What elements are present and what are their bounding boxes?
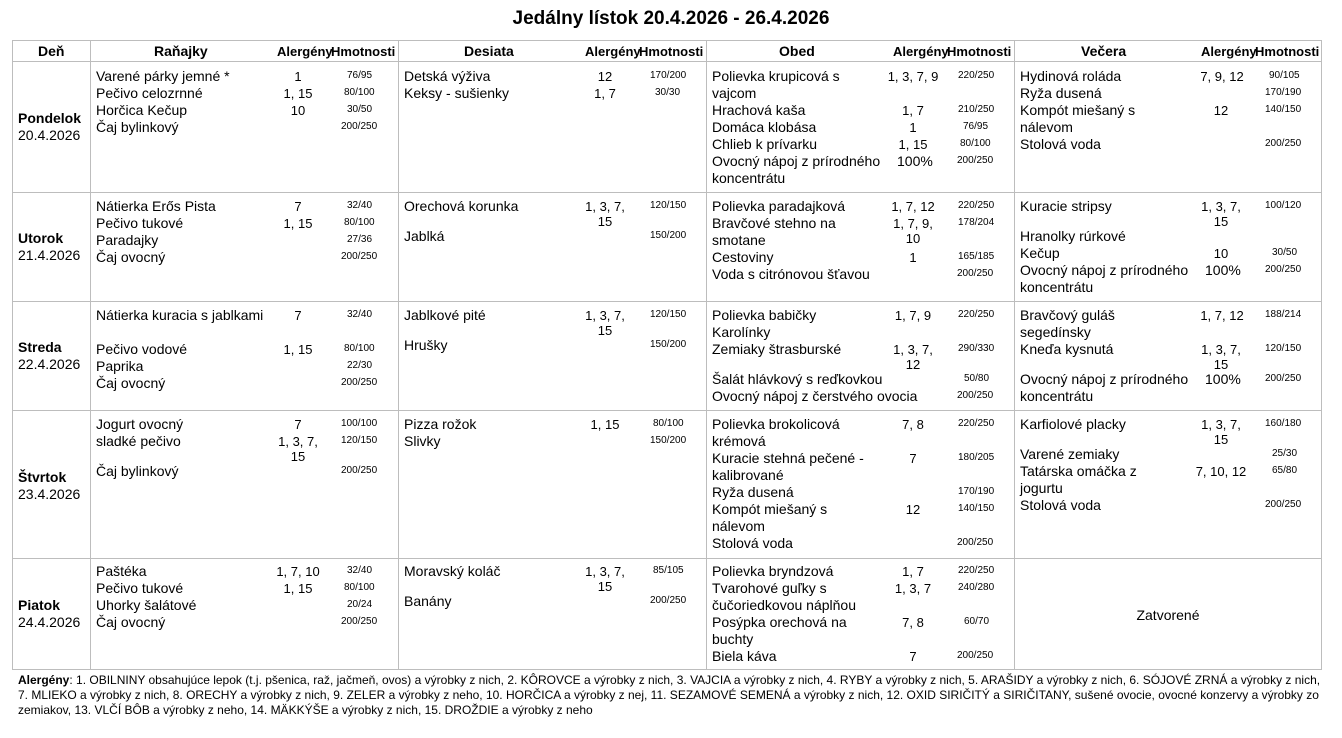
dinner-weight: 25/30 [1272,448,1298,459]
snack-weight: 120/150 [650,200,687,211]
header-breakfast-weights: Hmotnosti [331,44,396,59]
day-name: Piatok [18,597,61,613]
lunch-allergens: 1, 7, 12 [891,199,935,214]
breakfast-allergens: 1, 15 [283,216,313,231]
day-label [18,597,80,631]
row-divider [13,61,1321,62]
lunch-item: Cestoviny [712,249,774,265]
lunch-item: Bravčové stehno na smotane [712,215,836,248]
header-dinner: Večera [1081,43,1127,59]
dinner-weight: 90/105 [1269,70,1300,81]
snack-weight: 80/100 [653,418,684,429]
lunch-item: Polievka brokolicová krémová [712,416,840,449]
breakfast-weight: 100/100 [341,418,378,429]
breakfast-item: Nátierka kuracia s jablkami [96,307,264,323]
day-date: 22.4.2026 [18,356,81,372]
dinner-item: Stolová voda [1020,497,1101,513]
lunch-weight: 290/330 [958,343,995,354]
header-lunch-allergens: Alergény [893,44,949,59]
breakfast-item: Čaj ovocný [96,249,166,265]
snack-item: Keksy - sušienky [404,85,510,101]
lunch-item: Posýpka orechová na buchty [712,614,847,647]
snack-item: Banány [404,593,452,609]
breakfast-weight: 200/250 [341,251,378,262]
lunch-item: Ovocný nápoj z čerstvého ovocia [712,388,918,404]
day-date: 23.4.2026 [18,486,81,502]
breakfast-allergens: 1, 3, 7, 15 [278,434,318,464]
snack-item: Jablká [404,228,445,244]
col-divider [1014,41,1015,669]
lunch-item: Stolová voda [712,535,793,551]
dinner-item: Karfiolové placky [1020,416,1126,432]
header-snack: Desiata [464,43,514,59]
header-snack-weights: Hmotnosti [639,44,704,59]
breakfast-item: Horčica Kečup [96,102,188,118]
dinner-weight: 170/190 [1265,87,1302,98]
lunch-item: Tvarohové guľky s čučoriedkovou náplňou [712,580,856,613]
snack-item: Detská výživa [404,68,491,84]
snack-allergens: 1, 3, 7, 15 [585,308,625,338]
lunch-weight: 60/70 [964,616,990,627]
day-label [18,469,80,503]
lunch-weight: 76/95 [963,121,989,132]
snack-weight: 120/150 [650,309,687,320]
day-date: 21.4.2026 [18,247,81,263]
dinner-weight: 100/120 [1265,200,1302,211]
row-divider [13,410,1321,411]
col-divider [706,41,707,669]
snack-allergens: 12 [597,69,613,84]
dinner-allergens: 1, 3, 7, 15 [1201,342,1241,372]
lunch-allergens: 1 [909,120,917,135]
lunch-item: Polievka krupicová s vajcom [712,68,840,101]
dinner-weight: 65/80 [1272,465,1298,476]
breakfast-weight: 80/100 [344,582,375,593]
lunch-weight: 220/250 [958,309,995,320]
dinner-item: Kečup [1020,245,1060,261]
lunch-weight: 220/250 [958,565,995,576]
lunch-weight: 200/250 [957,650,994,661]
snack-weight: 150/200 [650,435,687,446]
lunch-item: Chlieb k prívarku [712,136,818,152]
header-day: Deň [38,43,65,59]
breakfast-weight: 32/40 [347,565,373,576]
lunch-weight: 200/250 [957,537,994,548]
lunch-allergens: 1 [909,250,917,265]
snack-weight: 85/105 [653,565,684,576]
lunch-allergens: 1, 15 [898,137,928,152]
lunch-weight: 80/100 [960,138,991,149]
day-label [18,339,80,373]
lunch-weight: 220/250 [958,418,995,429]
breakfast-allergens: 1, 15 [283,581,313,596]
lunch-item: Polievka babičky Karolínky [712,307,817,340]
legend-text: : 1. OBILNINY obsahujúce lepok (t.j. pšenica, raž, jačmeň, ovos) a výrobky z nich, 2. KÔROVCE a výrobky z nich, 3. VAJCIA a výrobky z nich, 4. RYBY a výrobky z nich, 5. ARAŠIDY a výrobky z nich, 6. SÓJOVÉ ZRNÁ a výrobky z nich, 7. MLIEKO a výrobky z nich, 8. ORECHY a výrobky z nich, 9. ZELER a výrobky z neho, 10. HORČICA a výrobky z nej, 11. SEZAMOVÉ SEMENÁ a výrobky z nich, 12. OXID SIRIČITÝ a SIRIČITANY, sušené ovocie, ovocné konzervy a výrobky zo zemiakov, 13. VLČÍ BÔB a výrobky z neho, 14. MÄKKÝŠE a výrobky z nich, 15. DROŽDIE a výrobky z neho [18,673,1321,717]
breakfast-weight: 200/250 [341,465,378,476]
dinner-item: Kompót miešaný s nálevom [1020,102,1136,135]
lunch-weight: 220/250 [958,200,995,211]
dinner-item: Kuracie stripsy [1020,198,1112,214]
breakfast-item: Paštéka [96,563,147,579]
dinner-allergens: 12 [1213,103,1229,118]
breakfast-allergens: 1, 15 [283,86,313,101]
snack-item: Slivky [404,433,441,449]
allergen-legend [18,673,1328,718]
dinner-weight: 200/250 [1265,138,1302,149]
breakfast-weight: 27/36 [347,234,373,245]
header-breakfast: Raňajky [154,43,208,59]
snack-weight: 170/200 [650,70,687,81]
snack-item: Orechová korunka [404,198,519,214]
lunch-allergens: 7, 8 [902,615,924,630]
lunch-weight: 50/80 [964,373,990,384]
breakfast-allergens: 7 [294,199,302,214]
breakfast-allergens: 1 [294,69,302,84]
snack-item: Pizza rožok [404,416,477,432]
breakfast-allergens: 10 [290,103,306,118]
lunch-item: Ovocný nápoj z prírodného koncentrátu [712,153,881,186]
row-divider [13,558,1321,559]
breakfast-item: Čaj bylinkový [96,463,179,479]
breakfast-weight: 32/40 [347,309,373,320]
dinner-allergens: 7, 10, 12 [1195,464,1247,479]
dinner-allergens: 1, 3, 7, 15 [1201,417,1241,447]
lunch-item: Voda s citrónovou šťavou [712,266,870,282]
dinner-item: Hydinová roláda [1020,68,1122,84]
day-date: 24.4.2026 [18,614,81,630]
breakfast-item: Paprika [96,358,144,374]
lunch-weight: 165/185 [958,251,995,262]
day-label [18,110,81,144]
breakfast-weight: 200/250 [341,121,378,132]
dinner-item: Varené zemiaky [1020,446,1120,462]
snack-item: Hrušky [404,337,448,353]
breakfast-item: Varené párky jemné * [96,68,230,84]
dinner-allergens: 100% [1205,371,1241,387]
lunch-weight: 200/250 [957,155,994,166]
header-lunch-weights: Hmotnosti [947,44,1012,59]
header-dinner-weights: Hmotnosti [1255,44,1320,59]
breakfast-item: Čaj bylinkový [96,119,179,135]
header-snack-allergens: Alergény [585,44,641,59]
lunch-allergens: 1, 3, 7, 12 [893,342,933,372]
legend-label: Alergény [18,673,70,687]
dinner-weight: 200/250 [1265,373,1302,384]
dinner-weight: 30/50 [1272,247,1298,258]
lunch-allergens: 1, 3, 7 [894,581,932,596]
dinner-allergens: 7, 9, 12 [1200,69,1244,84]
day-name: Štvrtok [18,469,67,485]
breakfast-item: Uhorky šalátové [96,597,197,613]
breakfast-weight: 120/150 [341,435,378,446]
breakfast-item: sladké pečivo [96,433,181,449]
breakfast-item: Pečivo vodové [96,341,188,357]
snack-allergens: 1, 15 [590,417,620,432]
breakfast-weight: 80/100 [344,87,375,98]
lunch-allergens: 1, 7 [902,103,924,118]
lunch-item: Domáca klobása [712,119,817,135]
header-dinner-allergens: Alergény [1201,44,1257,59]
dinner-weight: 160/180 [1265,418,1302,429]
lunch-item: Biela káva [712,648,777,664]
dinner-item: Hranolky rúrkové [1020,228,1126,244]
lunch-item: Kompót miešaný s nálevom [712,501,828,534]
breakfast-item: Čaj ovocný [96,375,166,391]
snack-weight: 200/250 [650,595,687,606]
dinner-weight: 140/150 [1265,104,1302,115]
dinner-weight: 120/150 [1265,343,1302,354]
breakfast-weight: 30/50 [347,104,373,115]
lunch-allergens: 12 [905,502,921,517]
lunch-item: Ryža dusená [712,484,794,500]
snack-weight: 150/200 [650,230,687,241]
lunch-weight: 200/250 [957,268,994,279]
snack-allergens: 1, 3, 7, 15 [585,564,625,594]
lunch-weight: 200/250 [957,390,994,401]
lunch-weight: 220/250 [958,70,995,81]
lunch-item: Kuracie stehná pečené - kalibrované [712,450,864,483]
dinner-item: Tatárska omáčka z jogurtu [1020,463,1137,496]
breakfast-item: Paradajky [96,232,159,248]
lunch-allergens: 7 [909,649,917,664]
lunch-item: Polievka paradajková [712,198,846,214]
dinner-closed-label: Zatvorené [1136,607,1200,623]
snack-weight: 150/200 [650,339,687,350]
col-divider [398,41,399,669]
breakfast-item: Nátierka Erős Pista [96,198,216,214]
dinner-weight: 200/250 [1265,499,1302,510]
lunch-allergens: 1, 7, 9 [894,308,932,323]
lunch-allergens: 1, 7 [902,564,924,579]
lunch-allergens: 1, 7, 9, 10 [893,216,933,246]
menu-title: Jedálny lístok 20.4.2026 - 26.4.2026 [512,8,830,29]
header-breakfast-allergens: Alergény [277,44,333,59]
breakfast-item: Jogurt ovocný [96,416,184,432]
row-divider [13,192,1321,193]
lunch-weight: 178/204 [958,217,995,228]
dinner-item: Bravčový guláš segedínsky [1020,307,1115,340]
dinner-allergens: 1, 7, 12 [1200,308,1244,323]
snack-item: Moravský koláč [404,563,501,579]
dinner-item: Kneďa kysnutá [1020,341,1114,357]
dinner-weight: 200/250 [1265,264,1302,275]
breakfast-weight: 200/250 [341,616,378,627]
breakfast-item: Čaj ovocný [96,614,166,630]
breakfast-allergens: 7 [294,308,302,323]
col-divider [90,41,91,669]
breakfast-weight: 76/95 [347,70,373,81]
breakfast-weight: 200/250 [341,377,378,388]
day-name: Utorok [18,230,64,246]
breakfast-allergens: 1, 7, 10 [276,564,320,579]
dinner-weight: 188/214 [1265,309,1302,320]
row-divider [13,301,1321,302]
lunch-item: Hrachová kaša [712,102,806,118]
breakfast-weight: 80/100 [344,217,375,228]
header-lunch: Obed [779,43,815,59]
dinner-item: Ryža dusená [1020,85,1102,101]
lunch-item: Zemiaky štrasburské [712,341,842,357]
lunch-item: Polievka bryndzová [712,563,834,579]
snack-weight: 30/30 [655,87,681,98]
lunch-allergens: 100% [897,153,933,169]
dinner-allergens: 100% [1205,262,1241,278]
breakfast-weight: 22/30 [347,360,373,371]
lunch-weight: 240/280 [958,582,995,593]
day-name: Pondelok [18,110,82,126]
breakfast-allergens: 1, 15 [283,342,313,357]
menu-table [12,40,1322,670]
lunch-item: Šalát hlávkový s reďkovkou [712,371,883,387]
breakfast-weight: 32/40 [347,200,373,211]
dinner-item: Ovocný nápoj z prírodného koncentrátu [1020,371,1189,404]
lunch-weight: 140/150 [958,503,995,514]
breakfast-item: Pečivo tukové [96,580,184,596]
breakfast-item: Pečivo celozrnné [96,85,203,101]
lunch-allergens: 7 [909,451,917,466]
lunch-weight: 180/205 [958,452,995,463]
snack-allergens: 1, 3, 7, 15 [585,199,625,229]
breakfast-allergens: 7 [294,417,302,432]
breakfast-weight: 20/24 [347,599,373,610]
snack-item: Jablkové pité [404,307,486,323]
breakfast-item: Pečivo tukové [96,215,184,231]
dinner-allergens: 10 [1213,246,1229,261]
dinner-allergens: 1, 3, 7, 15 [1201,199,1241,229]
lunch-allergens: 1, 3, 7, 9 [887,69,939,84]
lunch-weight: 170/190 [958,486,995,497]
day-name: Streda [18,339,62,355]
lunch-weight: 210/250 [958,104,995,115]
breakfast-weight: 80/100 [344,343,375,354]
snack-allergens: 1, 7 [594,86,616,101]
dinner-item: Stolová voda [1020,136,1101,152]
day-label [18,230,80,264]
day-date: 20.4.2026 [18,127,81,143]
dinner-item: Ovocný nápoj z prírodného koncentrátu [1020,262,1189,295]
lunch-allergens: 7, 8 [902,417,924,432]
